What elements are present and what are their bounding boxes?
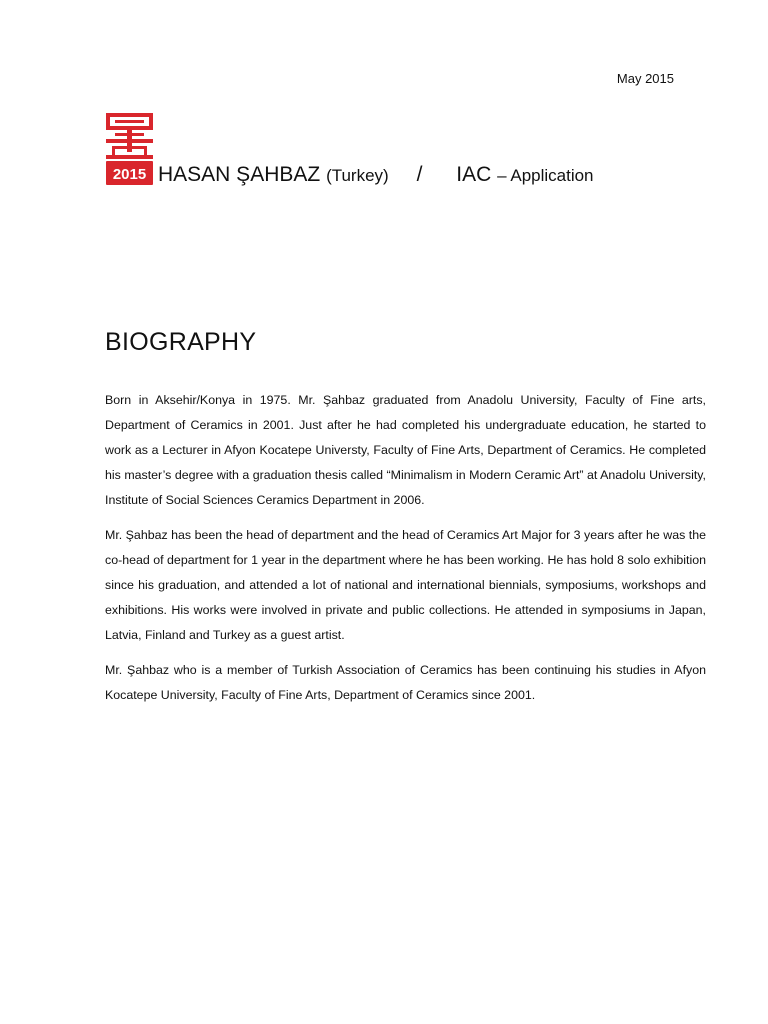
biography-body	[105, 388, 706, 718]
artist-country: (Turkey)	[326, 166, 389, 185]
biography-paragraph-3: Mr. Şahbaz who is a member of Turkish Association of Ceramics has been continuing his studies in Afyon Kocatepe University, Faculty of Fine Arts, Department of Ceramics since 2001.	[105, 663, 706, 702]
biography-paragraph-2: Mr. Şahbaz has been the head of department and the head of Ceramics Art Major for 3 years after he was the co-head of department for 1 year in the department where he has been working. He has hold 8 solo exhibition since his graduation, and attended a lot of national and international biennials, symposiums, workshops and exhibitions. His works were involved in private and public collections. He attended in symposiums in Japan, Latvia, Finland and Turkey as a guest artist.	[105, 528, 706, 642]
logo-year-text: 2015	[112, 166, 147, 183]
iac-2015-seal-icon	[106, 113, 153, 185]
biography-paragraph-1: Born in Aksehir/Konya in 1975. Mr. Şahbaz graduated from Anadolu University, Faculty of Fine arts, Department of Ceramics in 2001. Just after he had completed his undergraduate education, he started to work as a Lecturer in Afyon Kocatepe Universty, Faculty of Fine Arts, Department of Ceramics. He completed his master’s degree with a graduation thesis called “Minimalism in Modern Ceramic Art” at Anadolu University, Institute of Social Sciences Ceramics Department in 2006.	[105, 393, 706, 507]
artist-name: HASAN ŞAHBAZ	[158, 163, 321, 186]
title-separator: /	[416, 163, 423, 186]
section-heading: BIOGRAPHY	[105, 328, 257, 356]
title-suffix: – Application	[497, 166, 594, 185]
title-org: IAC	[456, 163, 492, 186]
document-title	[158, 160, 594, 191]
document-date: May 2015	[616, 71, 674, 86]
